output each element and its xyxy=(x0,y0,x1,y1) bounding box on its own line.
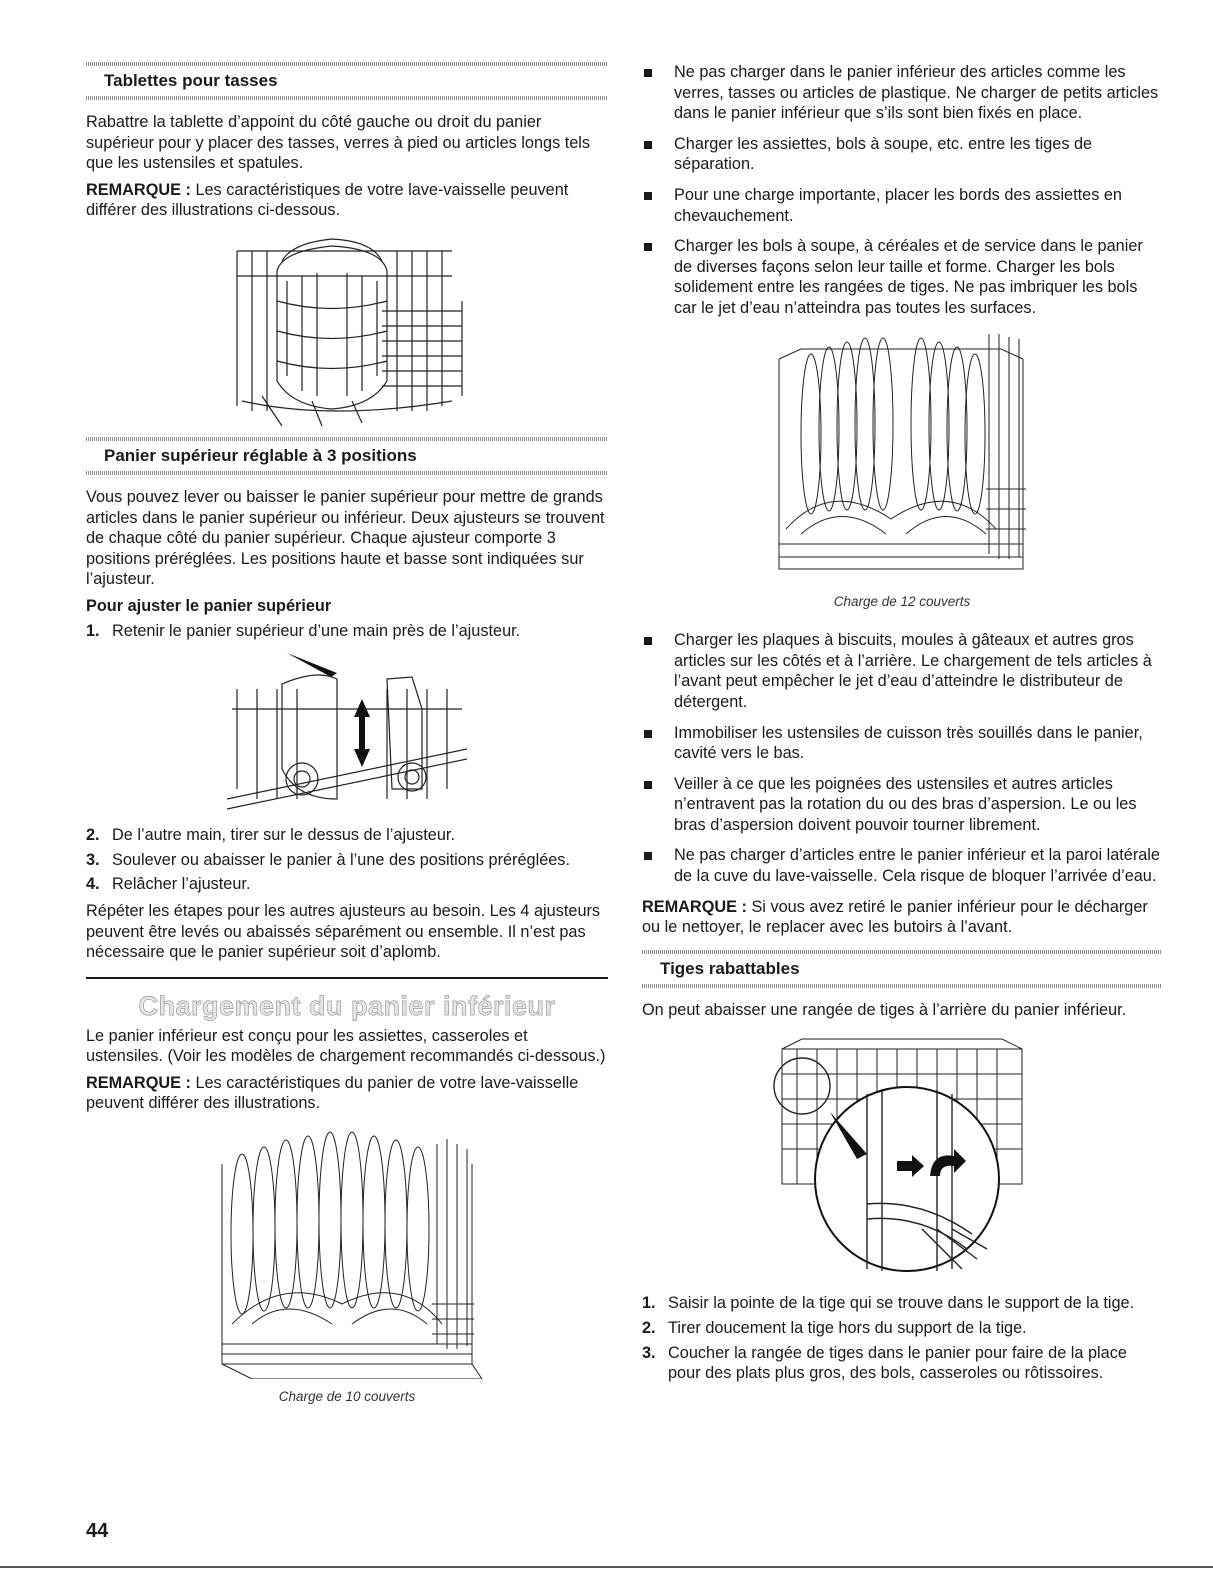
adjust-repeat-text: Répéter les étapes pour les autres ajusteurs au besoin. Les 4 ajusteurs peuvent être levés ou abaissés séparément ou ensemble. Il n’est pas nécessaire que le panier supérieur soit d’aplomb. xyxy=(86,901,601,962)
adjust-steps-first xyxy=(86,621,608,642)
section-rule xyxy=(86,471,608,475)
twelve-place-setting-illustration xyxy=(771,329,1033,584)
list-item: Ne pas charger dans le panier inférieur des articles comme les verres, tasses ou articles de plastique. Ne charger de petits articles dans le panier inférieur que s’ils sont bien fixés en place. xyxy=(642,62,1162,124)
step-item: 3. Coucher la rangée de tiges dans le panier pour faire de la place pour des plats plus gros, des bols, casseroles ou rôtissoires. xyxy=(642,1343,1127,1383)
figure-caption: Charge de 10 couverts xyxy=(278,1389,416,1405)
ten-place-setting-illustration xyxy=(212,1124,482,1379)
section-title-fold-down-tines: Tiges rabattables xyxy=(660,958,800,978)
lower-rack-note: REMARQUE : Les caractéristiques du panier de votre lave-vaisselle peuvent différer des illustrations. xyxy=(86,1073,579,1113)
section-rule xyxy=(86,96,608,100)
list-item: Charger les plaques à biscuits, moules à gâteaux et autres gros articles sur les côtés et à l’arrière. Le chargement de tels articles à l’avant peut empêcher le jet d’eau d’atteindre le distributeur de détergent. xyxy=(642,630,1162,712)
cup-shelf-illustration xyxy=(222,231,472,431)
adjust-rack-subhead: Pour ajuster le panier supérieur xyxy=(86,596,332,615)
list-item: Immobiliser les ustensiles de cuisson très souillés dans le panier, cavité vers le bas. xyxy=(642,723,1162,764)
step-item: 2. Tirer doucement la tige hors du support de la tige. xyxy=(642,1319,1027,1338)
list-item: Pour une charge importante, placer les bords des assiettes en chevauchement. xyxy=(642,185,1162,226)
list-item: Charger les assiettes, bols à soupe, etc. entre les tiges de séparation. xyxy=(642,134,1162,175)
chapter-title-lower-rack: Chargement du panier inférieur xyxy=(138,990,556,1021)
step-item: 3. Soulever ou abaisser le panier à l’une des positions préréglées. xyxy=(86,850,570,869)
loading-tips-list-2 xyxy=(642,630,1162,887)
fold-down-tines-text: On peut abaisser une rangée de tiges à l’arrière du panier inférieur. xyxy=(642,1000,1127,1019)
chapter-rule xyxy=(86,977,608,979)
section-rule xyxy=(642,984,1162,988)
list-item: Ne pas charger d’articles entre le panier inférieur et la paroi latérale de la cuve du lave-vaisselle. Cela risque de bloquer l’arrivée d’eau. xyxy=(642,845,1162,886)
step-item: 2. De l’autre main, tirer sur le dessus de l’ajusteur. xyxy=(86,826,455,845)
section-title-cup-shelves: Tablettes pour tasses xyxy=(104,71,278,90)
page-number: 44 xyxy=(86,1520,109,1542)
loading-tips-list xyxy=(642,62,1162,319)
fold-down-tines-illustration xyxy=(772,1034,1032,1279)
note-text: Les caractéristiques de votre lave-vaisselle peuvent différer des illustrations ci-dessous. xyxy=(86,180,569,220)
figure-caption: Charge de 12 couverts xyxy=(833,593,971,609)
right-column xyxy=(642,62,1162,1384)
step-item: 1. Retenir le panier supérieur d’une main près de l’ajusteur. xyxy=(86,621,521,640)
section-title-adjustable-rack: Panier supérieur réglable à 3 positions xyxy=(104,445,417,465)
step-item: 1. Saisir la pointe de la tige qui se trouve dans le support de la tige. xyxy=(642,1294,1135,1313)
note-label: REMARQUE : xyxy=(86,180,191,199)
cup-shelves-note xyxy=(86,180,608,221)
adjust-steps-rest xyxy=(86,825,608,895)
cup-shelves-text: Rabattre la tablette d’appoint du côté gauche ou droit du panier supérieur pour y placer des tasses, verres à pied ou articles longs tels que les ustensiles et spatules. xyxy=(86,113,591,173)
rack-adjuster-illustration xyxy=(227,649,467,819)
arrow-icon xyxy=(287,653,337,677)
lower-rack-text: Le panier inférieur est conçu pour les assiettes, casseroles et ustensiles. (Voir les modèles de chargement recommandés ci-dessous.) xyxy=(86,1026,606,1066)
fold-down-steps xyxy=(642,1293,1162,1383)
list-item: Charger les bols à soupe, à céréales et de service dans le panier de diverses façons selon leur taille et forme. Charger les bols solidement entre les rangées de tiges. Ne pas imbriquer les bols car le jet d’eau n’atteindra pas toutes les surfaces. xyxy=(642,236,1162,318)
adjustable-rack-text: Vous pouvez lever ou baisser le panier supérieur pour mettre de grands articles dans le panier supérieur ou inférieur. Deux ajusteurs se trouvent de chaque côté du panier supérieur. Chaque ajusteur comporte 3 positions préréglées. Les positions haute et basse sont indiquées sur l’ajusteur. xyxy=(86,487,605,589)
left-column xyxy=(86,62,608,1408)
step-item: 4. Relâcher l’ajusteur. xyxy=(86,875,251,894)
lower-rack-replace-note: REMARQUE : Si vous avez retiré le panier inférieur pour le décharger ou le nettoyer, le replacer avec les butoirs à l’avant. xyxy=(642,897,1148,937)
list-item: Veiller à ce que les poignées des ustensiles et autres articles n’entravent pas la rotation du ou des bras d’aspersion. Le ou les bras d’aspersion doivent pouvoir tourner librement. xyxy=(642,774,1162,836)
page-bottom-rule xyxy=(0,1566,1213,1568)
